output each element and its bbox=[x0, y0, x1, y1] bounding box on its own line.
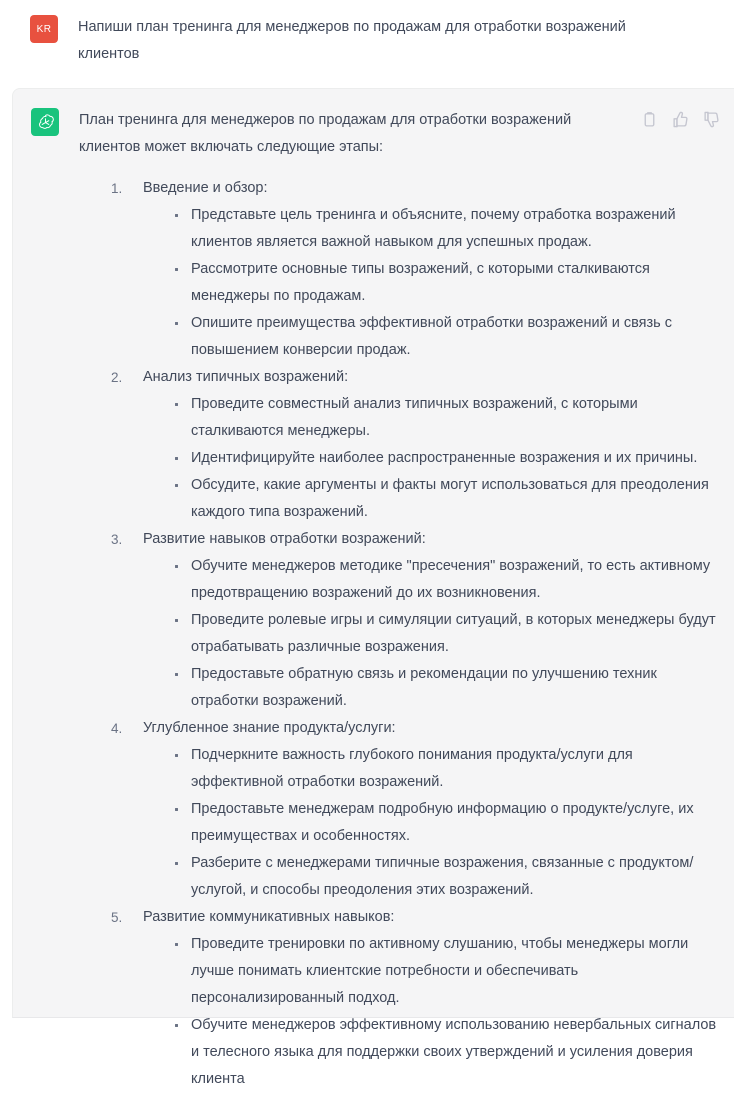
training-substep-list bbox=[143, 553, 724, 715]
training-substep bbox=[173, 1012, 724, 1093]
training-step-title: Анализ типичных возражений: bbox=[143, 369, 349, 385]
training-substep bbox=[173, 931, 724, 1012]
training-step bbox=[111, 715, 724, 904]
training-substep-list bbox=[143, 742, 724, 904]
training-substep bbox=[173, 445, 724, 472]
user-message-body bbox=[78, 14, 704, 68]
training-substep bbox=[173, 742, 724, 796]
training-substep bbox=[173, 661, 724, 715]
thumbs-up-icon[interactable] bbox=[672, 111, 689, 128]
training-substep-text: Опишите преимущества эффективной отработки возражений и связь с повышением конверсии продаж. bbox=[191, 315, 672, 358]
training-substep-text: Обсудите, какие аргументы и факты могут использоваться для преодоления каждого типа возражений. bbox=[191, 477, 709, 520]
assistant-message-row bbox=[31, 107, 734, 1093]
training-substep bbox=[173, 553, 724, 607]
training-substep-list bbox=[143, 391, 724, 526]
copy-icon[interactable] bbox=[641, 111, 658, 128]
training-substep bbox=[173, 850, 724, 904]
training-substep-text: Представьте цель тренинга и объясните, почему отработка возражений клиентов является важной навыком для успешных продаж. bbox=[191, 207, 676, 250]
training-substep-list bbox=[143, 931, 724, 1093]
user-avatar-initials: KR bbox=[36, 23, 52, 35]
user-avatar bbox=[30, 15, 58, 43]
assistant-message-turn bbox=[12, 88, 734, 1087]
training-substep-text: Предоставьте менеджерам подробную информацию о продукте/услуге, их преимуществах и особенностях. bbox=[191, 801, 694, 844]
training-substep-text: Обучите менеджеров методике "пресечения" возражений, то есть активному предотвращению возражений до их возникновения. bbox=[191, 558, 711, 601]
message-actions bbox=[641, 111, 720, 128]
training-plan-steps bbox=[79, 175, 724, 1093]
training-step bbox=[111, 526, 724, 715]
training-step-title: Введение и обзор: bbox=[143, 180, 268, 196]
training-step-title: Развитие навыков отработки возражений: bbox=[143, 531, 426, 547]
training-substep bbox=[173, 310, 724, 364]
training-substep-text: Предоставьте обратную связь и рекомендации по улучшению техник отработки возражений. bbox=[191, 666, 657, 709]
chatgpt-logo-icon bbox=[36, 113, 55, 132]
training-substep-text: Идентифицируйте наиболее распространенные возражения и их причины. bbox=[191, 450, 698, 466]
thumbs-down-icon[interactable] bbox=[703, 111, 720, 128]
user-message-row bbox=[30, 14, 704, 68]
training-substep-text: Проведите совместный анализ типичных возражений, с которыми сталкиваются менеджеры. bbox=[191, 396, 638, 439]
training-step bbox=[111, 364, 724, 526]
training-substep-text: Подчеркните важность глубокого понимания продукта/услуги для эффективной отработки возражений. bbox=[191, 747, 633, 790]
training-substep-text: Проведите тренировки по активному слушанию, чтобы менеджеры могли лучше понимать клиентские потребности и обеспечивать персонализированный подход. bbox=[191, 936, 689, 1006]
training-step-title: Углубленное знание продукта/услуги: bbox=[143, 720, 396, 736]
training-substep bbox=[173, 391, 724, 445]
training-step bbox=[111, 904, 724, 1093]
training-step-title: Развитие коммуникативных навыков: bbox=[143, 909, 395, 925]
training-substep bbox=[173, 796, 724, 850]
user-message-text: Напиши план тренинга для менеджеров по продажам для отработки возражений клиентов bbox=[78, 19, 626, 62]
assistant-message-body bbox=[79, 107, 734, 1093]
training-substep bbox=[173, 202, 724, 256]
training-substep-text: Обучите менеджеров эффективному использованию невербальных сигналов и телесного языка для поддержки своих утверждений и усиления доверия клиента bbox=[191, 1017, 717, 1087]
training-step bbox=[111, 175, 724, 364]
user-message-turn bbox=[0, 0, 734, 90]
assistant-intro-text: План тренинга для менеджеров по продажам для отработки возражений клиентов может включать следующие этапы: bbox=[79, 112, 572, 155]
training-substep bbox=[173, 607, 724, 661]
training-substep bbox=[173, 472, 724, 526]
training-substep bbox=[173, 256, 724, 310]
training-substep-text: Разберите с менеджерами типичные возражения, связанные с продуктом/услугой, и способы преодоления этих возражений. bbox=[191, 855, 694, 898]
assistant-avatar bbox=[31, 108, 59, 136]
training-substep-text: Рассмотрите основные типы возражений, с которыми сталкиваются менеджеры по продажам. bbox=[191, 261, 650, 304]
training-substep-list bbox=[143, 202, 724, 364]
training-substep-text: Проведите ролевые игры и симуляции ситуаций, в которых менеджеры будут отрабатывать различные возражения. bbox=[191, 612, 716, 655]
